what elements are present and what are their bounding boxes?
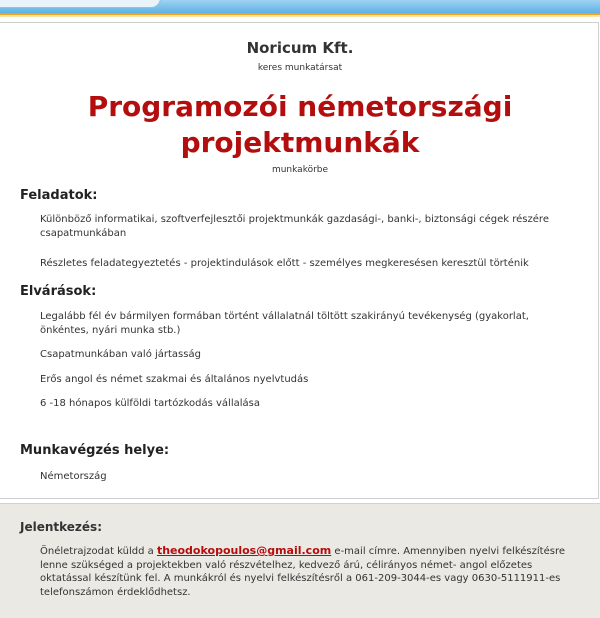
- requirement-item: 6 -18 hónapos külföldi tartózkodás vállalása: [40, 398, 260, 409]
- requirement-item: Erős angol és német szakmai és általános nyelvtudás: [40, 374, 309, 385]
- job-title-line-2: projektmunkák: [180, 126, 420, 159]
- orange-divider-light: [0, 15, 600, 17]
- location-value: Németország: [40, 471, 107, 482]
- seeks-text: keres munkatársat: [257, 63, 343, 73]
- apply-text-before: Önéletrajzodat küldd a: [40, 546, 157, 557]
- job-title-line-1: Programozói németországi: [87, 90, 513, 123]
- location-heading: Munkavégzés helye:: [20, 443, 170, 458]
- top-bar-tab: [0, 0, 161, 8]
- requirements-heading: Elvárások:: [20, 284, 97, 299]
- requirement-item: Legalább fél év bármilyen formában történt vállalatnál töltött szakirányú tevékenység (gyakorlat, önkéntes, nyári munka stb.): [40, 311, 529, 336]
- apply-text: [40, 544, 565, 599]
- apply-section: [0, 503, 600, 618]
- email-link[interactable]: theodokopoulos@gmail.com: [156, 544, 332, 557]
- top-bar: [0, 0, 600, 13]
- tasks-heading: Feladatok:: [20, 188, 98, 203]
- apply-heading: Jelentkezés:: [20, 520, 102, 534]
- task-item: Különböző informatikai, szoftverfejlesztői projektmunkák gazdasági-, banki-, biztonsági cégek részére csapatmunkában: [40, 214, 549, 239]
- task-item: Részletes feladategyeztetés - projektindulások előtt - személyes megkeresésen keresztül történik: [40, 258, 529, 269]
- apply-text-after: e-mail címre. Amennyiben nyelvi felkészítésre lenne szükséged a projektekben való részvételhez, kedvező árú, célirányos német- angol előzetes oktatással készítünk fel. A munkákról és nyelvi felkészítésről a 061-209-3044-es vagy 0630-5111911-es telefonszámon érdeklődhetsz.: [40, 546, 565, 598]
- job-title: [0, 89, 600, 161]
- requirement-item: Csapatmunkában való jártasság: [40, 349, 201, 360]
- job-subtitle: munkakörbe: [271, 165, 329, 175]
- company-name: Noricum Kft.: [246, 39, 354, 57]
